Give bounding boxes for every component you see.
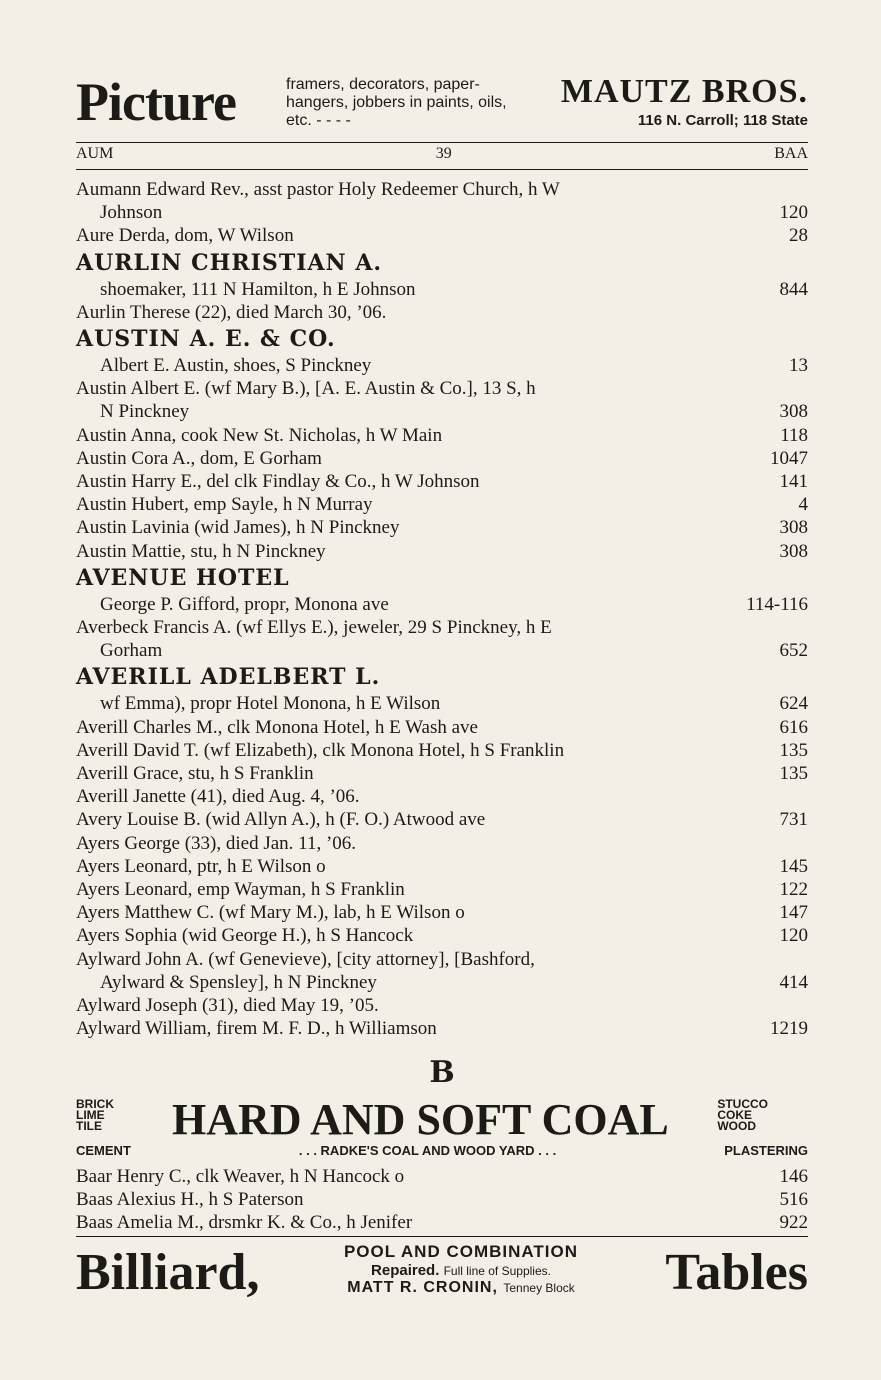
firm-heading [76,324,808,354]
entry-number: 1219 [770,1018,808,1040]
entry-text: AVENUE HOTEL [76,564,290,591]
directory-entry [76,692,808,715]
entry-text: Austin Cora A., dom, E Gorham [76,447,322,469]
directory-entry [76,808,808,831]
entry-text: Austin Mattie, stu, h N Pinckney [76,540,326,562]
entry-text: Austin Harry E., del clk Findlay & Co., h W Johnson [76,471,480,493]
directory-entry [76,739,808,762]
entry-text: Baas Amelia M., drsmkr K. & Co., h Jenifer [76,1211,413,1233]
picture-framers-advertisement [76,72,808,142]
directory-entry [76,832,808,855]
directory-entry [76,400,808,423]
directory-entry [76,424,808,447]
ad-tables-word: Tables [665,1244,808,1301]
entry-number: 147 [779,902,808,924]
entry-text: Austin Hubert, emp Sayle, h N Murray [76,494,373,516]
directory-entry [76,516,808,539]
entry-text: Albert E. Austin, shoes, S Pinckney [100,355,372,377]
directory-entry [76,762,808,785]
directory-entry [76,1188,808,1211]
entry-text: Aylward Joseph (31), died May 19, ’05. [76,995,379,1017]
ad-picture-word: Picture [76,72,236,132]
header-right-guide: BAA [774,145,808,162]
entry-text: Aylward William, firem M. F. D., h Williamson [76,1018,437,1040]
entry-number: 120 [779,202,808,224]
entry-number: 652 [779,640,808,662]
directory-entry [76,493,808,516]
entry-text: Austin Anna, cook New St. Nicholas, h W Main [76,424,443,446]
coal-ad-item: BRICK [76,1096,114,1111]
entry-text: Aure Derda, dom, W Wilson [76,225,294,247]
entry-number: 135 [779,739,808,761]
coal-ad-item: TILE [76,1118,102,1133]
entry-number: 118 [780,424,808,446]
entry-text: Ayers Leonard, ptr, h E Wilson o [76,855,326,877]
ad-repaired-text: Repaired. [371,1262,440,1279]
entry-text: wf Emma), propr Hotel Monona, h E Wilson [100,693,441,715]
entry-number: 731 [779,809,808,831]
ad-proprietor-location: Tenney Block [503,1281,575,1295]
entry-number: 28 [789,225,808,247]
ad-supplies-text: Full line of Supplies. [443,1264,551,1278]
entry-text: Aumann Edward Rev., asst pastor Holy Redeemer Church, h W [76,179,560,200]
entry-number: 122 [779,879,808,901]
directory-entry [76,994,808,1017]
ad-billiard-word: Billiard, [76,1244,260,1301]
entry-number: 414 [779,971,808,993]
directory-entry [76,178,808,201]
entry-number: 13 [789,355,808,377]
directory-entries-b [76,1165,808,1235]
directory-entry [76,901,808,924]
entry-number: 516 [779,1188,808,1210]
coal-ad-bottom-line [76,1143,808,1158]
entry-text: Ayers Leonard, emp Wayman, h S Franklin [76,879,405,901]
directory-entry [76,470,808,493]
directory-entry [76,278,808,301]
ad-company-block [561,74,808,129]
coal-ad-bottom-right: PLASTERING [724,1142,808,1158]
ad-billiard-line3 [288,1279,634,1297]
header-rule-bottom [76,169,808,170]
entry-text: AUSTIN A. E. & CO. [76,326,336,353]
directory-entry [76,1211,808,1234]
directory-entry [76,540,808,563]
entry-number: 120 [779,925,808,947]
ad-billiard-line1: POOL AND COMBINATION [343,1242,579,1261]
entry-text: Aylward John A. (wf Genevieve), [city attorney], [Bashford, [76,948,535,970]
directory-entries [76,178,808,1041]
entry-text: Averill David T. (wf Elizabeth), clk Monona Hotel, h S Franklin [76,739,565,761]
entry-text: Ayers George (33), died Jan. 11, ’06. [76,832,357,854]
entry-number: 922 [779,1211,808,1233]
coal-ad-headline: HARD AND SOFT COAL [172,1094,669,1144]
entry-number: 624 [779,693,808,715]
entry-text: Ayers Matthew C. (wf Mary M.), lab, h E Wilson o [76,902,465,924]
directory-page [76,72,808,1234]
coal-advertisement [76,1095,808,1157]
directory-entry [76,855,808,878]
entry-text: Baar Henry C., clk Weaver, h N Hancock o [76,1165,405,1187]
entry-text: Averill Charles M., clk Monona Hotel, h E Wash ave [76,716,478,738]
entry-text: Ayers Sophia (wid George H.), h S Hancock [76,925,414,947]
directory-entry [76,716,808,739]
entry-number: 135 [779,763,808,785]
entry-number: 114-116 [746,593,808,615]
firm-heading [76,248,808,278]
entry-number: 308 [779,540,808,562]
directory-entry [76,224,808,247]
entry-text: Avery Louise B. (wid Allyn A.), h (F. O.) Atwood ave [76,809,486,831]
directory-entry [76,593,808,616]
entry-text: Gorham [100,640,163,662]
entry-text: Averill Janette (41), died Aug. 4, ’06. [76,786,360,808]
entry-text: Austin Albert E. (wf Mary B.), [A. E. Austin & Co.], 13 S, h [76,378,536,400]
ad-billiard-details [288,1242,634,1297]
ad-company-name: MAUTZ BROS. [560,73,808,110]
directory-entry [76,1017,808,1040]
entry-text: Austin Lavinia (wid James), h N Pinckney [76,517,400,539]
entry-number: 1047 [770,447,808,469]
billiard-advertisement [76,1236,808,1306]
entry-text: Johnson [100,202,163,224]
firm-heading [76,563,808,593]
coal-ad-bottom-left: CEMENT [76,1142,131,1158]
coal-ad-left-items [76,1096,114,1133]
directory-entry [76,616,808,639]
bottom-ad-rule [76,1236,808,1237]
header-left-guide: AUM [76,145,114,162]
entry-text: AURLIN CHRISTIAN A. [76,249,383,276]
page-number: 39 [435,145,452,162]
coal-ad-item: STUCCO [717,1096,768,1111]
entry-text: Averbeck Francis A. (wf Ellys E.), jeweler, 29 S Pinckney, h E [76,617,552,639]
entry-text: Averill Grace, stu, h S Franklin [76,763,314,785]
entry-number: 844 [779,278,808,300]
firm-heading [76,662,808,692]
entry-number: 308 [779,401,808,423]
directory-entry [76,377,808,400]
coal-ad-yard-name: . . . RADKE'S COAL AND WOOD YARD . . . [298,1142,557,1158]
section-letter: B [429,1054,455,1090]
entry-number: 141 [779,471,808,493]
ad-proprietor-name: MATT R. CRONIN, [347,1279,498,1296]
directory-entry [76,878,808,901]
directory-entry [76,1165,808,1188]
directory-entry [76,201,808,224]
coal-ad-right-items [717,1096,768,1133]
running-header [76,143,808,169]
entry-text: shoemaker, 111 N Hamilton, h E Johnson [100,278,416,300]
entry-number: 616 [779,716,808,738]
entry-text: Aurlin Therese (22), died March 30, ’06. [76,301,387,323]
entry-text: N Pinckney [100,401,190,423]
coal-ad-item: COKE [717,1107,752,1122]
entry-number: 308 [779,517,808,539]
directory-entry [76,354,808,377]
entry-text: AVERILL ADELBERT L. [76,664,381,691]
entry-number: 4 [798,494,808,516]
entry-text: Baas Alexius H., h S Paterson [76,1188,304,1210]
ad-billiard-line2 [288,1262,634,1279]
directory-entry [76,785,808,808]
entry-number: 146 [779,1165,808,1187]
coal-ad-item: WOOD [717,1118,756,1133]
entry-text: George P. Gifford, propr, Monona ave [100,593,389,615]
coal-ad-item: LIME [76,1107,105,1122]
directory-entry [76,301,808,324]
directory-entry [76,447,808,470]
directory-entry [76,924,808,947]
directory-entry [76,971,808,994]
ad-services-text: framers, decorators, paper-hangers, jobbers in paints, oils, etc. - - - - [286,76,507,129]
entry-number: 145 [779,855,808,877]
entry-text: Aylward & Spensley], h N Pinckney [100,971,377,993]
ad-company-address: 116 N. Carroll; 118 State [637,112,808,129]
directory-entry [76,639,808,662]
directory-entry [76,948,808,971]
